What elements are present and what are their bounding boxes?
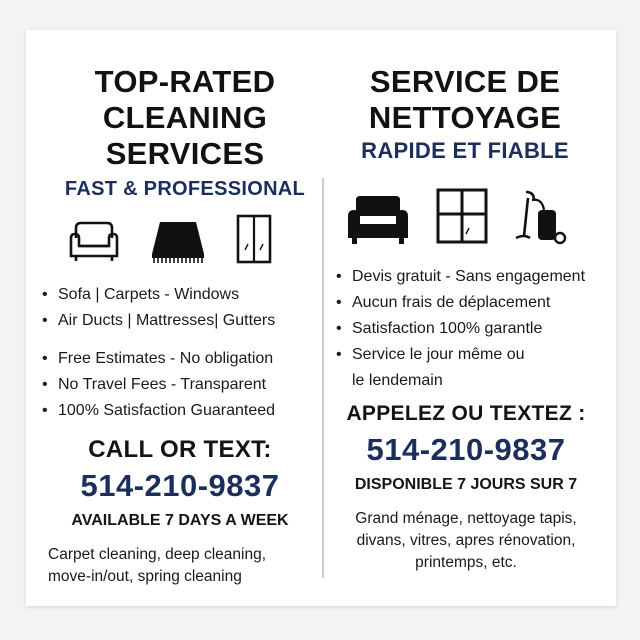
window-icon [236, 214, 272, 264]
right-footer-line: printemps, etc. [415, 554, 517, 571]
right-availability: DISPONIBLE 7 JOURS SUR 7 [354, 476, 578, 493]
left-subtitle: FAST & PROFESSIONAL [64, 178, 306, 200]
left-title-line: TOP-RATED [94, 64, 276, 99]
right-phone-number[interactable]: 514-210-9837 [366, 432, 566, 467]
list-item: • Devis gratuit - Sans engagement [334, 264, 624, 290]
list-item-continuation: le lendemain [352, 372, 443, 389]
left-title-line: CLEANING [102, 100, 268, 135]
right-footer-line: divans, vitres, apres rénovation, [356, 532, 576, 549]
left-phone-number[interactable]: 514-210-9837 [80, 468, 280, 503]
list-item: • Air Ducts | Mattresses| Gutters [40, 308, 330, 334]
right-title-line: SERVICE DE [369, 64, 561, 99]
vacuum-icon [514, 188, 570, 246]
right-footer [330, 508, 602, 574]
right-benefits-list [334, 264, 624, 394]
left-footer [48, 544, 328, 588]
left-services-list [40, 282, 330, 334]
left-title [40, 64, 330, 172]
list-item: • Sofa | Carpets - Windows [40, 282, 330, 308]
right-subtitle: RAPIDE ET FIABLE [361, 138, 569, 163]
right-call-label: APPELEZ OU TEXTEZ : [346, 402, 586, 425]
left-title-line: SERVICES [105, 136, 265, 171]
right-title-line: NETTOYAGE [368, 100, 562, 135]
right-title [330, 64, 600, 136]
list-item: • Satisfaction 100% garantle [334, 316, 624, 342]
sofa-icon [68, 220, 120, 264]
right-footer-line: Grand ménage, nettoyage tapis, [355, 510, 577, 527]
left-footer-line: Carpet cleaning, deep cleaning, [48, 546, 267, 563]
left-call-label: CALL OR TEXT: [88, 436, 272, 463]
list-item: • Free Estimates - No obligation [40, 346, 330, 372]
list-item: • Service le jour même ou [334, 342, 624, 368]
left-availability: AVAILABLE 7 DAYS A WEEK [71, 512, 289, 529]
list-item: • No Travel Fees - Transparent [40, 372, 330, 398]
sofa-icon [346, 194, 410, 246]
carpet-icon [148, 220, 208, 264]
list-item: • 100% Satisfaction Guaranteed [40, 398, 330, 424]
left-footer-line: move-in/out, spring cleaning [48, 568, 242, 585]
list-item: • Aucun frais de déplacement [334, 290, 624, 316]
window-icon [436, 188, 488, 244]
left-benefits-list [40, 346, 330, 424]
